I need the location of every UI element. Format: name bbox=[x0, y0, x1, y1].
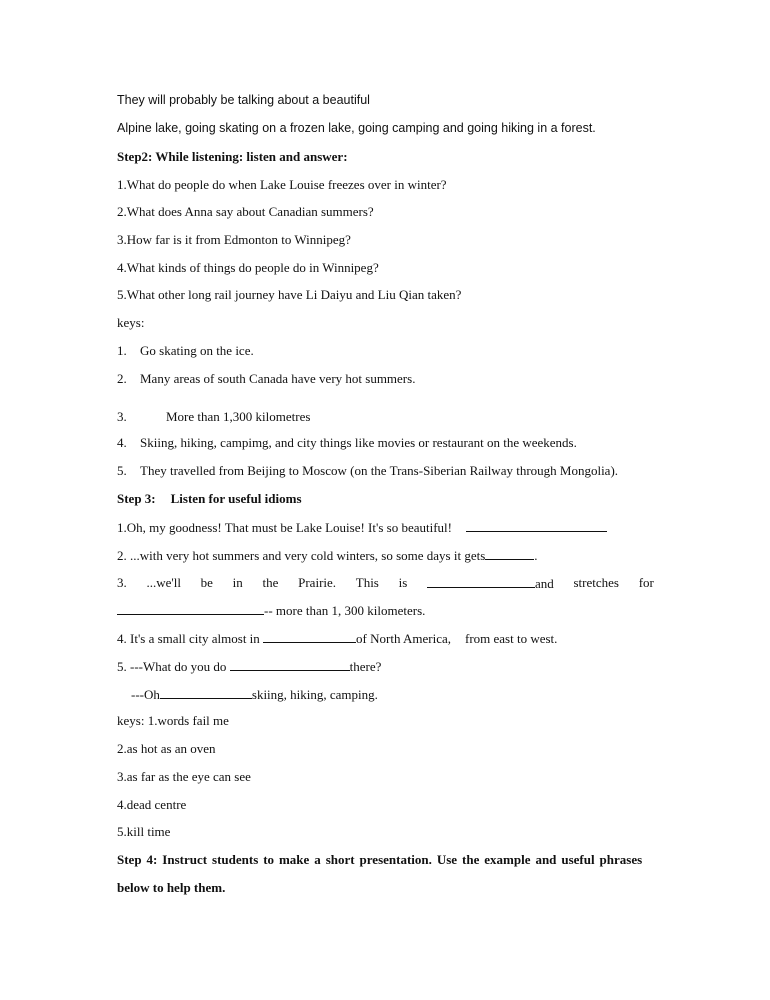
idiom-key-5: 5.kill time bbox=[117, 824, 171, 839]
answer-blank[interactable] bbox=[485, 547, 534, 560]
idiom-sentence-4-mid: of North America, bbox=[356, 631, 451, 646]
step4-line-2: below to help them. bbox=[117, 880, 226, 895]
answer-number: 4. bbox=[117, 435, 127, 450]
sentence-word: This bbox=[355, 575, 379, 590]
sentence-word: and bbox=[534, 576, 554, 591]
sentence-word: stretches bbox=[573, 575, 619, 590]
sentence-word: be bbox=[200, 575, 213, 590]
answer-4 bbox=[117, 435, 577, 451]
answer-1 bbox=[117, 343, 254, 359]
idiom-sentence-4 bbox=[117, 630, 557, 647]
sentence-word: the bbox=[262, 575, 279, 590]
idiom-key-3: 3.as far as the eye can see bbox=[117, 769, 251, 784]
answer-number: 1. bbox=[117, 343, 127, 358]
sentence-word: is bbox=[398, 575, 408, 590]
answer-text: Skiing, hiking, campimg, and city things like movies or restaurant on the weekends. bbox=[140, 435, 577, 450]
idiom-sentence-2-end: . bbox=[534, 548, 538, 563]
idiom-sentence-3-end: -- more than 1, 300 kilometers. bbox=[264, 603, 426, 618]
idiom-sentence-3-continued bbox=[117, 602, 425, 619]
idiom-sentence-4-end: from east to west. bbox=[465, 631, 558, 646]
keys-label: keys: bbox=[117, 315, 145, 330]
step2-heading: Step2: While listening: listen and answer: bbox=[117, 149, 348, 164]
question-3: 3.How far is it from Edmonton to Winnipeg? bbox=[117, 232, 351, 247]
idiom-sentence-2 bbox=[117, 547, 538, 564]
answer-2 bbox=[117, 371, 415, 387]
answer-text: They travelled from Beijing to Moscow (on the Trans-Siberian Railway through Mongolia). bbox=[140, 463, 619, 478]
sentence-word: 3. bbox=[117, 575, 127, 590]
reply-start: ---Oh bbox=[131, 687, 160, 702]
idiom-sentence-2-text: 2. ...with very hot summers and very cold winters, so some days it gets bbox=[117, 548, 486, 563]
answer-3 bbox=[117, 409, 310, 425]
idiom-sentence-1-text: 1.Oh, my goodness! That must be Lake Louise! It's so beautiful! bbox=[117, 520, 452, 535]
question-4: 4.What kinds of things do people do in Winnipeg? bbox=[117, 260, 379, 275]
idiom-sentence-5-reply bbox=[131, 686, 378, 703]
idiom-sentence-3 bbox=[117, 575, 654, 592]
answer-text: Many areas of south Canada have very hot summers. bbox=[140, 371, 416, 386]
idiom-key-1: keys: 1.words fail me bbox=[117, 713, 229, 728]
idiom-sentence-5-start: 5. ---What do you do bbox=[117, 659, 227, 674]
step3-heading bbox=[117, 491, 302, 507]
answer-blank[interactable] bbox=[427, 575, 535, 588]
blank-and-group bbox=[427, 575, 554, 592]
answer-blank[interactable] bbox=[117, 602, 264, 615]
idiom-sentence-5-end: there? bbox=[349, 659, 382, 674]
idiom-key-4: 4.dead centre bbox=[117, 797, 187, 812]
answer-number: 3. bbox=[117, 409, 127, 424]
answer-number: 2. bbox=[117, 371, 127, 386]
question-5: 5.What other long rail journey have Li Daiyu and Liu Qian taken? bbox=[117, 287, 462, 302]
intro-line-2: Alpine lake, going skating on a frozen lake, going camping and going hiking in a forest. bbox=[117, 121, 596, 135]
intro-line-1: They will probably be talking about a beautiful bbox=[117, 93, 370, 107]
sentence-word: in bbox=[232, 575, 243, 590]
answer-text: More than 1,300 kilometres bbox=[166, 409, 311, 424]
sentence-word: for bbox=[638, 575, 654, 590]
question-2: 2.What does Anna say about Canadian summers? bbox=[117, 204, 374, 219]
sentence-word: ...we'll bbox=[146, 575, 181, 590]
reply-end: skiing, hiking, camping. bbox=[251, 687, 378, 702]
question-1: 1.What do people do when Lake Louise freezes over in winter? bbox=[117, 177, 447, 192]
sentence-word: Prairie. bbox=[298, 575, 337, 590]
step3-title: Listen for useful idioms bbox=[170, 491, 302, 506]
answer-text: Go skating on the ice. bbox=[140, 343, 254, 358]
answer-blank[interactable] bbox=[160, 686, 252, 699]
idiom-key-2: 2.as hot as an oven bbox=[117, 741, 216, 756]
answer-blank[interactable] bbox=[466, 519, 607, 532]
answer-number: 5. bbox=[117, 463, 127, 478]
answer-blank[interactable] bbox=[230, 658, 350, 671]
idiom-sentence-4-start: 4. It's a small city almost in bbox=[117, 631, 260, 646]
step4-line-1: Step 4: Instruct students to make a short presentation. Use the example and useful phrases bbox=[117, 852, 643, 867]
idiom-sentence-5 bbox=[117, 658, 381, 675]
answer-blank[interactable] bbox=[263, 630, 356, 643]
step3-label: Step 3: bbox=[117, 491, 156, 506]
idiom-sentence-1 bbox=[117, 519, 607, 536]
answer-5 bbox=[117, 463, 618, 479]
